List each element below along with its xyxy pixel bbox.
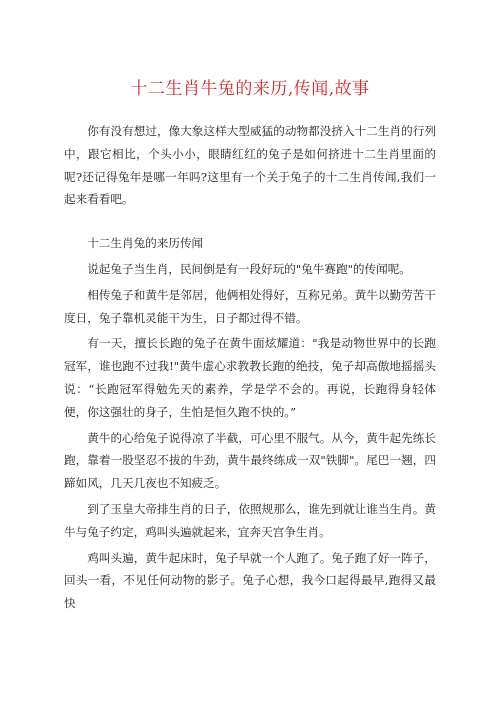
body-paragraph: 黄牛的心给兔子说得凉了半截，可心里不服气。从今，黄牛起先练长跑，靠着一股坚忍不拔的牛劲，黄牛最终练成一双"铁脚"。尾巴一翘，四蹄如风，几天几夜也不知疲乏。 <box>64 430 436 491</box>
body-paragraph: 到了玉皇大帝排生肖的日子，依照规那么，谁先到就让谁当生肖。黄牛与兔子约定，鸡叫头遍就起来，宜奔天宫争生肖。 <box>64 501 436 539</box>
document-title: 十二生肖牛兔的来历,传闻,故事 <box>130 79 370 99</box>
body-paragraph: 相传兔子和黄牛是邻居，他俩相处得好，互称兄弟。黄牛以勤劳苦干度日，兔子靠机灵能干为生，日子都过得不错。 <box>64 287 436 325</box>
document-body <box>64 120 436 615</box>
body-paragraph: 说起兔子当生肖，民间倒是有一段好玩的"兔牛赛跑"的传闻呢。 <box>87 261 411 276</box>
body-paragraph: 鸡叫头遍，黄牛起床时，兔子早就一个人跑了。兔子跑了好一阵子，回头一看，不见任何动物的影子。兔子心想，我今口起得最早,跑得又最快 <box>64 550 436 611</box>
section-heading: 十二生肖兔的来历传闻 <box>87 236 204 251</box>
paragraph-spacer <box>64 211 436 232</box>
body-paragraph: 有一天，擅长长跑的兔子在黄牛面炫耀道："我是动物世界中的长跑冠军，谁也跑不过我!"黄牛虚心求教教长跑的绝技，兔子却高傲地摇摇头说：“长跑冠军得勉先天的素养，学是学不会的。再说，长跑得身轻体便，你这强壮的身子，生怕是恒久跑不快的。” <box>64 336 436 419</box>
intro-paragraph: 你有没有想过，像大象这样大型威猛的动物都没挤入十二生肖的行列中，跟它相比，个头小小，眼睛红红的兔子是如何挤进十二生肖里面的呢?还记得兔年是哪一年吗?这里有一个关于兔子的十二生肖传闻,我们一起来看看吧。 <box>64 124 436 207</box>
